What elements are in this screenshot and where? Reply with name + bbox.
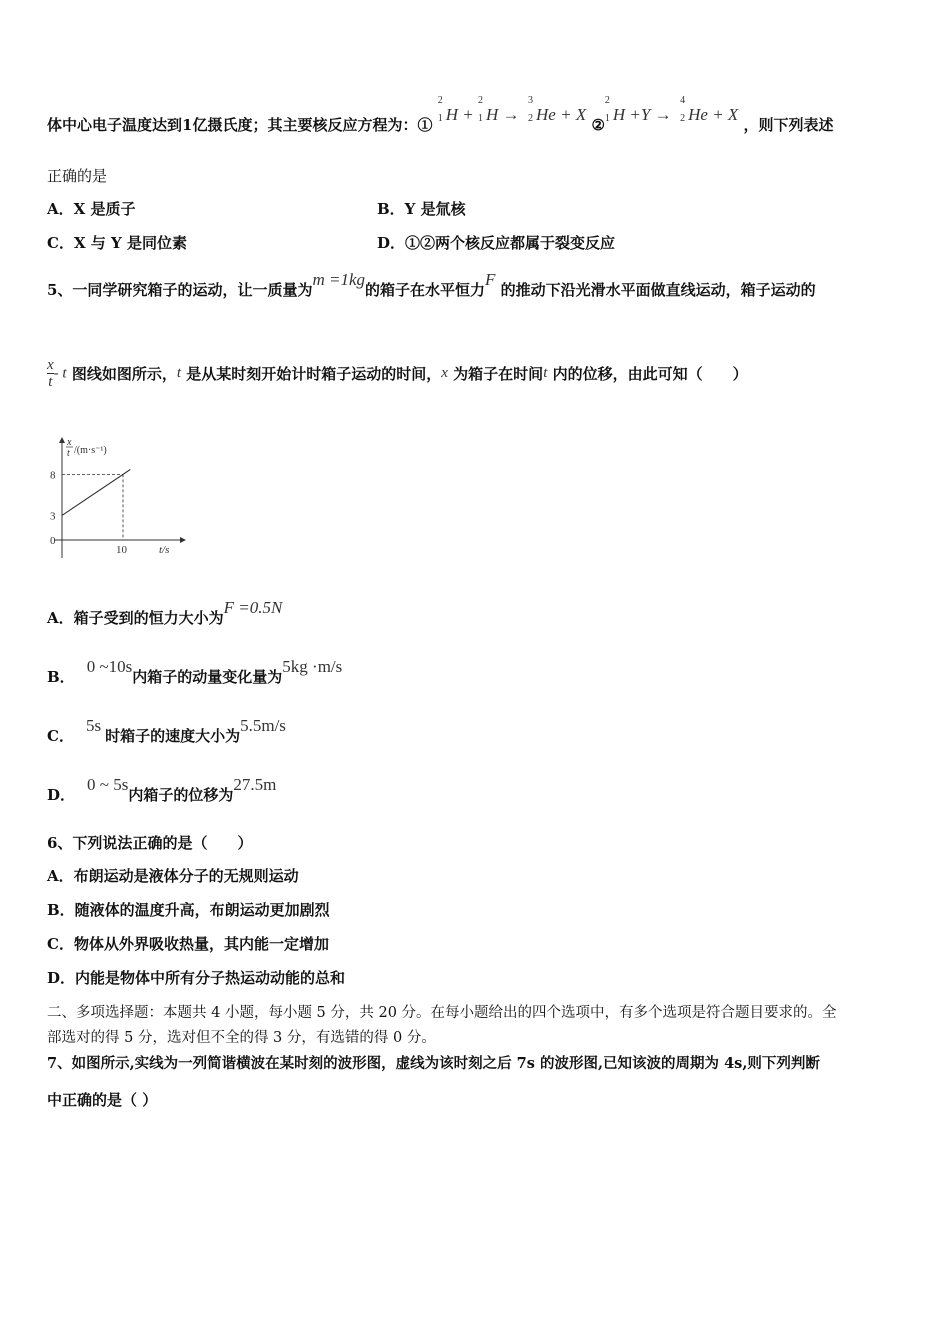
origin-label: 0 (50, 535, 56, 547)
q5-text: 的推动下沿光滑水平面做直线运动，箱子运动的 (500, 281, 816, 299)
option-text: 内箱子的动量变化量为 (132, 668, 283, 686)
t-symbol: t (176, 365, 182, 381)
option-label: D． (47, 786, 76, 804)
q4-stem-line2: 正确的是 (47, 167, 108, 185)
circled-1: ① (417, 116, 433, 134)
option-math: 5s (85, 716, 102, 735)
q6-option-a: A．布朗运动是液体分子的无规则运动 (47, 867, 299, 885)
q4-num: 1 (182, 116, 193, 134)
q4-text: 亿摄氏度；其主要核反应方程为： (192, 116, 418, 134)
q5-text: 内的位移，由此可知（ ） (552, 365, 748, 383)
minus-t: - t (53, 365, 67, 382)
q4-option-b: B．Y 是氚核 (377, 200, 466, 218)
q6-option-b: B．随液体的温度升高，布朗运动更加剧烈 (47, 901, 330, 919)
q5-option-d (47, 775, 277, 805)
q4-option-a: A．X 是质子 (47, 200, 136, 218)
series-line (62, 469, 130, 515)
x-symbol: x (441, 365, 448, 381)
reaction-1-equation: 2 1 H + 2 1 H → 3 2 He + X (437, 95, 587, 124)
option-label: B． (47, 668, 75, 686)
q7-stem-line1: 7、如图所示,实线为一列简谐横波在某时刻的波形图，虚线为该时刻之后 7s 的波形图,已知该波的周期为 4s,则下列判断 (47, 1055, 820, 1072)
t-symbol: t (543, 365, 548, 381)
q5-text: 图线如图所示， (71, 365, 177, 383)
circled-2: ② (591, 116, 605, 134)
section2-heading-line2: 部选对的得 5 分，选对但不全的得 3 分，有选错的得 0 分。 (47, 1030, 436, 1046)
q5-text: 的箱子在水平恒力 (365, 281, 486, 299)
q5-stem-line1 (47, 270, 816, 300)
option-label: C． (47, 727, 74, 745)
section2-heading-line1: 二、多项选择题：本题共 4 小题，每小题 5 分，共 20 分。在每小题给出的四个选项中，有多个选项是符合题目要求的。全 (47, 1005, 837, 1021)
q5-option-b (47, 657, 343, 687)
y-tick-label: 8 (50, 469, 56, 482)
q5-text: 为箱子在时间 (453, 365, 544, 383)
q4-text: 体中心电子温度达到 (47, 116, 183, 134)
q6-option-c: C．物体从外界吸收热量，其内能一定增加 (47, 935, 329, 953)
q6-option-d: D．内能是物体中所有分子热运动动能的总和 (47, 969, 346, 987)
q5-text: 是从某时刻开始计时箱子运动的时间， (186, 365, 442, 383)
q5-stem-line2 (47, 357, 748, 390)
y-axis-label-num: x (67, 437, 72, 448)
q5-option-c (47, 716, 286, 746)
option-text: 箱子受到的恒力大小为 (73, 609, 224, 627)
y-axis-label-den: t (67, 448, 70, 459)
y-tick-label: 3 (50, 510, 56, 523)
q4-option-d: D．①②两个核反应都属于裂变反应 (377, 234, 616, 252)
option-math: 0 ~ 5s (87, 775, 129, 794)
q7-stem-line2: 中正确的是（ ） (47, 1091, 158, 1109)
q4-option-c: C．X 与 Y 是同位素 (47, 234, 187, 252)
x-tick-label: 10 (116, 544, 127, 556)
reaction-2-equation: 2 1 H +Y → 4 2 He + X (604, 95, 739, 124)
q4-stem-line1 (47, 95, 834, 135)
y-axis-label-unit: /(m·s⁻¹) (74, 445, 107, 456)
x-over-t-vs-t-graph (45, 432, 195, 562)
x-axis-label: t/s (159, 544, 170, 556)
force-symbol: F (485, 270, 496, 289)
option-text: 时箱子的速度大小为 (105, 727, 241, 745)
option-math: F =0.5N (223, 598, 283, 617)
q6-stem: 6、下列说法正确的是（ ） (47, 834, 253, 852)
option-math: 0 ~10s (86, 657, 133, 676)
x-over-t-fraction: $\frac{x}{t}$ (47, 357, 54, 390)
q5-option-a (47, 598, 283, 628)
option-math: 5kg ·m/s (282, 657, 343, 676)
option-math: 27.5m (233, 775, 277, 794)
option-label: A． (47, 609, 74, 627)
option-text: 内箱子的位移为 (128, 786, 234, 804)
option-math: 5.5m/s (240, 716, 286, 735)
mass-expression: m =1kg (312, 270, 365, 289)
q4-text: ，则下列表述 (743, 116, 834, 134)
q5-text: 5、一同学研究箱子的运动，让一质量为 (47, 281, 313, 299)
